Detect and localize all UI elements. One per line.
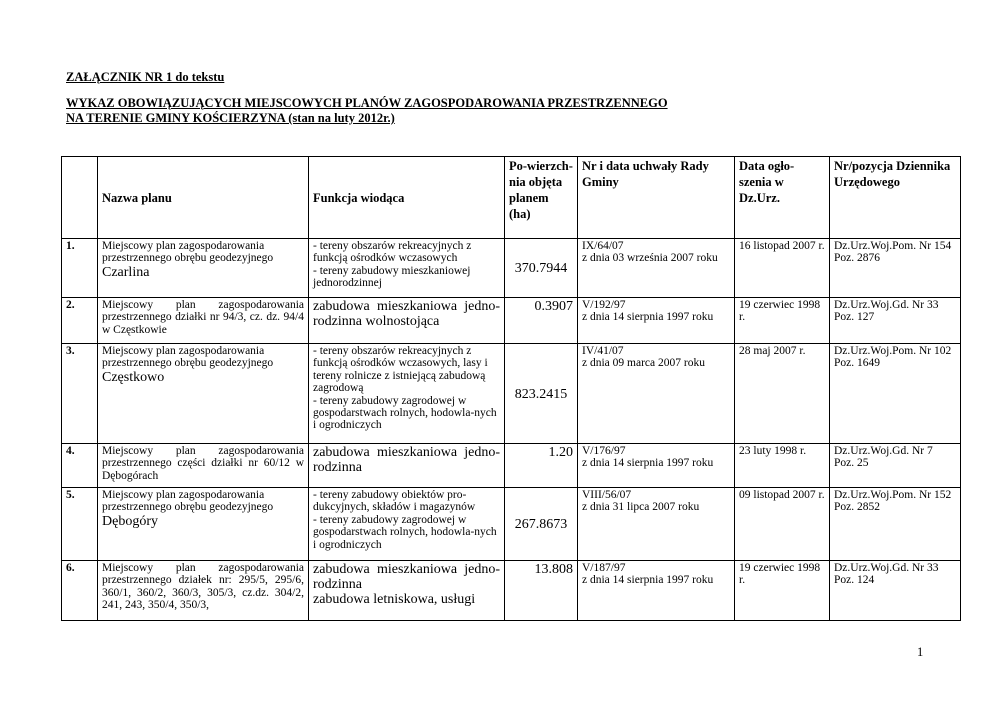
function-cell <box>309 561 505 621</box>
function: - tereny obszarów rekreacyjnych z funkcją ośrodków wczasowych, lasy i tereny rolnicze z istniejącą zabudową zagrodową - tereny zabudowy zagrodowej w gospodarstwach rolnych, hodowla-nych i ogrodniczych <box>313 345 497 432</box>
pub-date-cell: 16 listopad 2007 r. <box>735 239 830 298</box>
function: zabudowa mieszkaniowa jedno-rodzinna wolnostojąca <box>313 299 500 329</box>
journal-cell <box>830 444 961 488</box>
function-cell <box>309 298 505 344</box>
area-cell: 1.20 <box>505 444 578 488</box>
pub-date-cell: 19 czerwiec 1998 r. <box>735 561 830 621</box>
row-number: 2. <box>62 298 98 344</box>
area-cell: 823.2415 <box>505 344 578 444</box>
function-cell <box>309 239 505 298</box>
header-resolution: Nr i data uchwały Rady Gminy <box>578 157 735 239</box>
pub-date-cell: 28 maj 2007 r. <box>735 344 830 444</box>
function: zabudowa mieszkaniowa jedno-rodzinna <box>313 445 500 475</box>
area-cell: 370.7944 <box>505 239 578 298</box>
area-cell: 0.3907 <box>505 298 578 344</box>
row-number: 3. <box>62 344 98 444</box>
table-row <box>62 488 961 561</box>
plan-locality: Dębogóry <box>102 513 158 529</box>
resolution-cell <box>578 488 735 561</box>
resolution: V/187/97 z dnia 14 sierpnia 1997 roku <box>582 562 714 587</box>
header-nr <box>62 157 98 239</box>
journal: Dz.Urz.Woj.Pom. Nr 154 Poz. 2876 <box>834 240 952 265</box>
journal-cell <box>830 488 961 561</box>
plan-name: Miejscowy plan zagospodarowania przestrzennego działki nr 94/3, cz. dz. 94/4 w Częstkowie <box>102 299 304 336</box>
plan-name: Miejscowy plan zagospodarowania przestrzennego obrębu geodezyjnego <box>102 240 274 265</box>
plan-name-cell <box>98 344 309 444</box>
pub-date-cell: 23 luty 1998 r. <box>735 444 830 488</box>
document-subtitle: NA TERENIE GMINY KOŚCIERZYNA (stan na luty 2012r.) <box>66 111 395 125</box>
area-cell: 13.808 <box>505 561 578 621</box>
journal-cell <box>830 239 961 298</box>
header-row <box>62 157 961 239</box>
journal-cell <box>830 344 961 444</box>
attachment-title: ZAŁĄCZNIK NR 1 do tekstu <box>66 70 225 84</box>
plan-name: Miejscowy plan zagospodarowania przestrzennego działek nr: 295/5, 295/6, 360/1, 360/2, 360/3, 305/3, cz.dz. 304/2, 241, 243, 350/4, 350/3, <box>102 562 304 612</box>
header-area: Po-wierzch-nia objęta planem (ha) <box>505 157 578 239</box>
plan-name-cell <box>98 298 309 344</box>
header-function: Funkcja wiodąca <box>309 157 505 239</box>
document-title: WYKAZ OBOWIĄZUJĄCYCH MIEJSCOWYCH PLANÓW ZAGOSPODAROWANIA PRZESTRZENNEGO <box>66 96 668 110</box>
function-cell <box>309 488 505 561</box>
plan-name: Miejscowy plan zagospodarowania przestrzennego części działki nr 60/12 w Dębogórach <box>102 445 304 482</box>
plan-name: Miejscowy plan zagospodarowania przestrzennego obrębu geodezyjnego <box>102 345 274 370</box>
resolution: V/192/97 z dnia 14 sierpnia 1997 roku <box>582 299 714 324</box>
row-number: 1. <box>62 239 98 298</box>
header-pub-date: Data ogło-szenia w Dz.Urz. <box>735 157 830 239</box>
header-journal: Nr/pozycja Dziennika Urzędowego <box>830 157 961 239</box>
resolution-cell <box>578 561 735 621</box>
resolution: IV/41/07 z dnia 09 marca 2007 roku <box>582 345 705 370</box>
journal-cell <box>830 298 961 344</box>
plan-locality: Czarlina <box>102 264 150 280</box>
function-cell <box>309 444 505 488</box>
plan-name-cell <box>98 488 309 561</box>
row-number: 5. <box>62 488 98 561</box>
plan-name-cell <box>98 239 309 298</box>
plans-table <box>61 156 961 621</box>
plan-name-cell <box>98 561 309 621</box>
journal: Dz.Urz.Woj.Gd. Nr 7 Poz. 25 <box>834 445 933 470</box>
page-number: 1 <box>917 645 924 659</box>
journal: Dz.Urz.Woj.Pom. Nr 152 Poz. 2852 <box>834 489 952 514</box>
pub-date-cell: 09 listopad 2007 r. <box>735 488 830 561</box>
resolution-cell <box>578 344 735 444</box>
resolution-cell <box>578 444 735 488</box>
table-row <box>62 561 961 621</box>
row-number: 6. <box>62 561 98 621</box>
header-plan-name: Nazwa planu <box>98 157 309 239</box>
resolution: VIII/56/07 z dnia 31 lipca 2007 roku <box>582 489 700 514</box>
resolution-cell <box>578 298 735 344</box>
journal: Dz.Urz.Woj.Gd. Nr 33 Poz. 127 <box>834 299 939 324</box>
table-row <box>62 444 961 488</box>
function: - tereny obszarów rekreacyjnych z funkcją ośrodków wczasowych - tereny zabudowy mieszkaniowej jednorodzinnej <box>313 240 472 290</box>
journal: Dz.Urz.Woj.Pom. Nr 102 Poz. 1649 <box>834 345 952 370</box>
plan-name: Miejscowy plan zagospodarowania przestrzennego obrębu geodezyjnego <box>102 489 274 514</box>
resolution: V/176/97 z dnia 14 sierpnia 1997 roku <box>582 445 714 470</box>
function: - tereny zabudowy obiektów pro-dukcyjnych, składów i magazynów - tereny zabudowy zagrodowej w gospodarstwach rolnych, hodowla-nych i ogrodniczych <box>313 489 497 551</box>
table-row <box>62 298 961 344</box>
table-row <box>62 239 961 298</box>
table-row <box>62 344 961 444</box>
pub-date-cell: 19 czerwiec 1998 r. <box>735 298 830 344</box>
journal: Dz.Urz.Woj.Gd. Nr 33 Poz. 124 <box>834 562 939 587</box>
resolution: IX/64/07 z dnia 03 września 2007 roku <box>582 240 718 265</box>
area-cell: 267.8673 <box>505 488 578 561</box>
function: zabudowa mieszkaniowa jedno-rodzinna zabudowa letniskowa, usługi <box>313 562 500 607</box>
function-cell <box>309 344 505 444</box>
row-number: 4. <box>62 444 98 488</box>
journal-cell <box>830 561 961 621</box>
plan-locality: Częstkowo <box>102 369 165 385</box>
plan-name-cell <box>98 444 309 488</box>
resolution-cell <box>578 239 735 298</box>
